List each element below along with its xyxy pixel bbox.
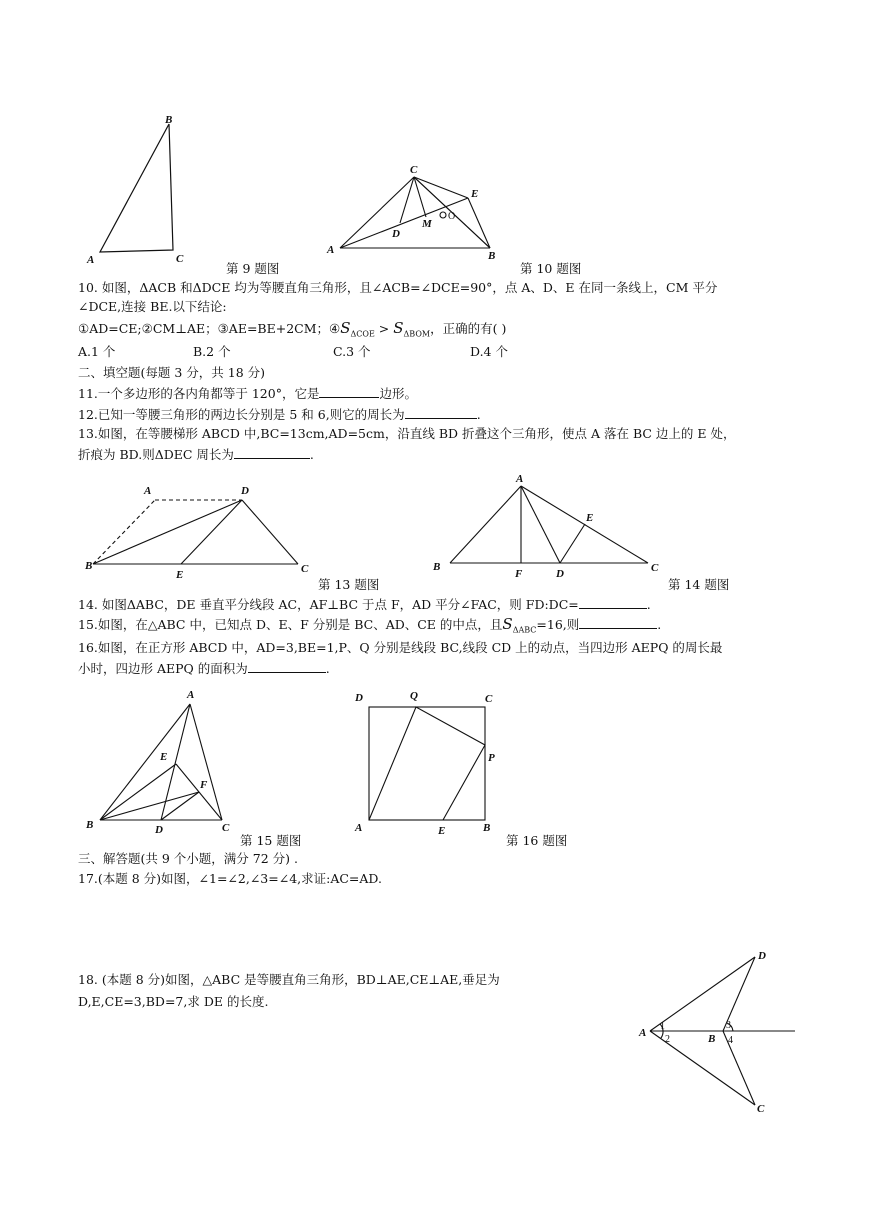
q10-option-c: C.3 个 — [333, 344, 371, 359]
label-c: C — [757, 1103, 765, 1115]
figure-9-drawing — [80, 110, 190, 270]
label-e: E — [471, 188, 479, 200]
q11-suffix: 边形。 — [379, 386, 417, 401]
label-e: E — [586, 512, 594, 524]
figure-9 — [80, 110, 190, 270]
q15-suffix: . — [657, 617, 662, 632]
label-a: A — [639, 1027, 647, 1039]
label-c: C — [222, 822, 230, 834]
point-o — [440, 212, 446, 218]
q10-line3a: ①AD=CE;②CM⊥AE；③AE=BE+2CM；④ — [78, 321, 341, 336]
q13-line2 — [78, 446, 314, 463]
label-b: B — [488, 250, 496, 262]
label-o: O — [448, 211, 456, 222]
q15-text: 15.如图，在△ABC 中，已知点 D、E、F 分别是 BC、AD、CE 的中点，且 — [78, 617, 503, 632]
label-d: D — [392, 228, 400, 240]
q16-line1: 16.如图，在正方形 ABCD 中，AD=3,BE=1,P、Q 分别是线段 BC,线段 CD 上的动点，当四边形 AEPQ 的周长最 — [78, 640, 723, 655]
q13-text: 折痕为 BD.则ΔDEC 周长为 — [78, 447, 234, 462]
q12-blank — [405, 406, 477, 419]
label-angle-3: 3 — [726, 1020, 731, 1031]
label-a: A — [516, 473, 524, 485]
q18-line1: 18. (本题 8 分)如图，△ABC 是等腰直角三角形，BD⊥AE,CE⊥AE,垂足为 — [78, 972, 500, 987]
caption-fig16: 第 16 题图 — [506, 833, 568, 848]
q13-line1: 13.如图，在等腰梯形 ABCD 中,BC=13cm,AD=5cm，沿直线 BD 折叠这个三角形，使点 A 落在 BC 边上的 E 处， — [78, 426, 736, 441]
segment-bd — [93, 500, 242, 564]
label-b: B — [85, 560, 93, 572]
square-abcd — [369, 707, 485, 820]
segment-bf — [100, 792, 199, 820]
q13-suffix: . — [309, 447, 314, 462]
quad-aepq-edges — [369, 707, 485, 820]
figure-13 — [80, 478, 320, 581]
q16-suffix: . — [325, 661, 330, 676]
label-c: C — [176, 253, 184, 265]
label-d: D — [155, 824, 163, 836]
label-m: M — [422, 218, 432, 230]
figure-15 — [80, 684, 250, 834]
label-e: E — [176, 569, 184, 581]
segment-dc — [242, 500, 298, 564]
figure-16-drawing — [350, 686, 510, 836]
q12 — [78, 406, 481, 423]
label-b: B — [165, 114, 173, 126]
figure-18 — [630, 945, 805, 1120]
figure-14 — [430, 470, 670, 580]
label-d: D — [758, 950, 766, 962]
label-c: C — [651, 562, 659, 574]
q11 — [78, 385, 417, 402]
q17: 17.(本题 8 分)如图，∠1=∠2,∠3=∠4,求证:AC=AD. — [78, 871, 382, 886]
label-angle-2: 2 — [665, 1034, 670, 1045]
figure-14-drawing — [430, 470, 670, 580]
label-p: P — [488, 752, 495, 764]
q12-text: 12.已知一等腰三角形的两边长分别是 5 和 6,则它的周长为 — [78, 407, 405, 422]
label-angle-1: 1 — [660, 1021, 665, 1032]
label-f: F — [515, 568, 523, 580]
label-d: D — [556, 568, 564, 580]
caption-fig13: 第 13 题图 — [318, 577, 380, 592]
q14 — [78, 596, 651, 613]
label-a: A — [187, 689, 195, 701]
segment-ae — [340, 198, 468, 248]
label-e: E — [438, 825, 446, 837]
figure-16 — [350, 686, 510, 836]
figure-10-drawing — [320, 155, 520, 265]
label-f: F — [200, 779, 208, 791]
figure-10 — [320, 155, 520, 265]
label-a: A — [327, 244, 335, 256]
caption-fig9: 第 9 题图 — [226, 261, 280, 276]
caption-fig14: 第 14 题图 — [668, 577, 730, 592]
q10-option-b: B.2 个 — [193, 344, 231, 359]
segment-ce — [414, 177, 468, 198]
segment-ab — [100, 704, 190, 820]
caption-fig10: 第 10 题图 — [520, 261, 582, 276]
q18-line2: D,E,CE=3,BD=7,求 DE 的长度. — [78, 994, 269, 1009]
label-b: B — [86, 819, 94, 831]
segment-ba — [93, 500, 155, 564]
q10-option-d: D.4 个 — [470, 344, 508, 359]
figure-13-drawing — [80, 478, 320, 581]
caption-fig15: 第 15 题图 — [240, 833, 302, 848]
q10-line3b: ，正确的有( ) — [430, 321, 507, 336]
q11-blank — [319, 385, 379, 398]
label-c: C — [301, 563, 309, 575]
q10-option-a: A.1 个 — [78, 344, 116, 359]
q14-blank — [579, 596, 647, 609]
label-b: B — [708, 1033, 716, 1045]
label-c: C — [485, 693, 493, 705]
label-a: A — [355, 822, 363, 834]
q15-text2: =16,则 — [536, 617, 580, 632]
figure-18-drawing — [630, 945, 805, 1120]
label-d: D — [355, 692, 363, 704]
label-c: C — [410, 164, 418, 176]
label-d: D — [241, 485, 249, 497]
q14-suffix: . — [646, 597, 651, 612]
segment-de — [560, 524, 585, 563]
segment-ed — [181, 500, 242, 564]
section-2-heading: 二、填空题(每题 3 分，共 18 分) — [78, 365, 266, 380]
segment-ac — [190, 704, 222, 820]
q10-line2: ∠DCE,连接 BE.以下结论: — [78, 299, 227, 314]
figure-15-drawing — [80, 684, 250, 834]
label-b: B — [433, 561, 441, 573]
q16-text: 小时，四边形 AEPQ 的面积为 — [78, 661, 248, 676]
label-a: A — [144, 485, 152, 497]
q16-line2 — [78, 660, 330, 677]
q14-text: 14. 如图ΔABC，DE 垂直平分线段 AC，AF⊥BC 于点 F，AD 平分∠FAC，则 FD:DC= — [78, 597, 579, 612]
label-angle-4: 4 — [728, 1035, 733, 1046]
segment-ab — [450, 486, 521, 563]
label-a: A — [87, 254, 95, 266]
segment-be — [100, 764, 176, 820]
label-e: E — [160, 751, 168, 763]
q16-blank — [248, 660, 326, 673]
q10-line3: ①AD=CE;②CM⊥AE；③AE=BE+2CM；$④S_{\Delta COE} > S_{\Delta BOM}$，正确的有( ) — [78, 319, 507, 339]
label-q: Q — [410, 690, 418, 702]
q13-blank — [234, 446, 310, 459]
q15-blank — [579, 616, 657, 629]
q10-line1: 10. 如图，ΔACB 和ΔDCE 均为等腰直角三角形，且∠ACB=∠DCE=90°，点 A、D、E 在同一条线上，CM 平分 — [78, 280, 718, 295]
label-b: B — [483, 822, 491, 834]
q15: 15.如图，在△ABC 中，已知点 D、E、F 分别是 BC、AD、CE 的中点，且$S_{\Delta ABC}=16$,则 . — [78, 615, 662, 635]
triangle-abc — [100, 124, 173, 252]
segment-eb — [468, 198, 490, 248]
q11-text: 11.一个多边形的各内角都等于 120°，它是 — [78, 386, 320, 401]
section-3-heading: 三、解答题(共 9 个小题，满分 72 分) . — [78, 851, 298, 866]
q12-suffix: . — [476, 407, 481, 422]
